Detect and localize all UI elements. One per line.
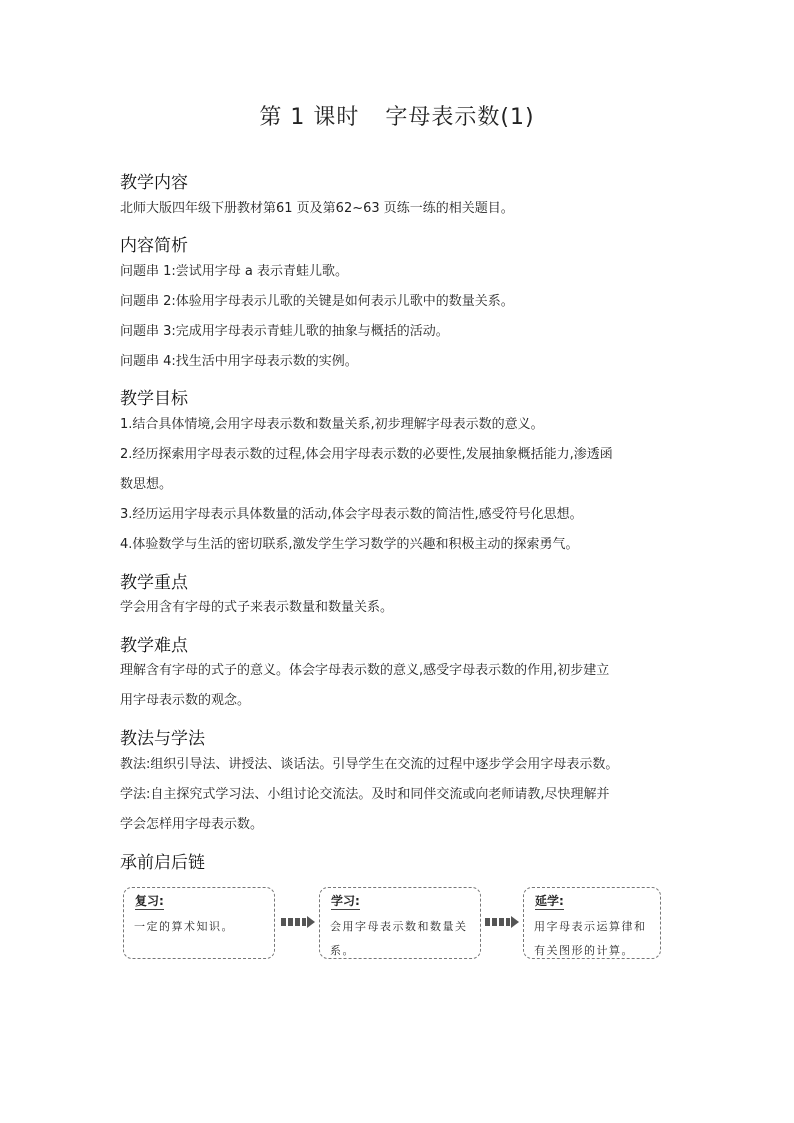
lesson-topic: 字母表示数(1) — [385, 105, 535, 130]
arrow-icon — [281, 916, 315, 928]
lesson-title — [0, 100, 794, 131]
goals-line-4: 3.经历运用字母表示具体数量的活动,体会字母表示数的简洁性,感受符号化思想。 — [120, 507, 583, 522]
lesson-chain-flow — [123, 887, 663, 961]
lesson-number: 第 1 课时 — [259, 105, 360, 130]
goals-line-3: 数思想。 — [120, 477, 173, 492]
heading-content: 教学内容 — [120, 173, 188, 193]
key-line: 学会用含有字母的式子来表示数量和数量关系。 — [120, 600, 394, 615]
analysis-line-2: 问题串 2:体验用字母表示儿歌的关键是如何表示儿歌中的数量关系。 — [120, 294, 514, 309]
learn-box-title: 学习: — [331, 894, 360, 908]
content-text — [120, 194, 680, 224]
heading-methods: 教法与学法 — [120, 729, 205, 749]
review-box-title: 复习: — [135, 894, 164, 908]
extend-box-title: 延学: — [535, 894, 564, 908]
heading-analysis: 内容简析 — [120, 236, 188, 256]
heading-goals: 教学目标 — [120, 389, 188, 409]
goals-line-2: 2.经历探索用字母表示数的过程,体会用字母表示数的必要性,发展抽象概括能力,渗透函 — [120, 447, 613, 462]
extend-box — [523, 887, 661, 959]
learn-box — [319, 887, 481, 959]
heading-key: 教学重点 — [120, 573, 188, 593]
arrow-icon — [485, 916, 519, 928]
analysis-text — [120, 257, 680, 377]
analysis-line-4: 问题串 4:找生活中用字母表示数的实例。 — [120, 354, 358, 369]
goals-text — [120, 410, 680, 560]
goals-line-1: 1.结合具体情境,会用字母表示数和数量关系,初步理解字母表示数的意义。 — [120, 417, 544, 432]
methods-line-3: 学会怎样用字母表示数。 — [120, 817, 264, 832]
goals-line-5: 4.体验数学与生活的密切联系,激发学生学习数学的兴趣和积极主动的探索勇气。 — [120, 537, 579, 552]
methods-line-2: 学法:自主探究式学习法、小组讨论交流法。及时和同伴交流或向老师请教,尽快理解并 — [120, 787, 610, 802]
heading-chain: 承前启后链 — [120, 853, 205, 873]
methods-line-1: 教法:组织引导法、讲授法、谈话法。引导学生在交流的过程中逐步学会用字母表示数。 — [120, 757, 619, 772]
extend-box-text: 用字母表示运算律和有关图形的计算。 — [534, 920, 647, 957]
difficulty-text — [120, 656, 680, 716]
learn-box-text: 会用字母表示数和数量关系。 — [330, 920, 468, 957]
methods-text — [120, 750, 680, 840]
content-line: 北师大版四年级下册教材第61 页及第62~63 页练一练的相关题目。 — [120, 201, 514, 216]
difficulty-line-1: 理解含有字母的式子的意义。体会字母表示数的意义,感受字母表示数的作用,初步建立 — [120, 663, 610, 678]
difficulty-line-2: 用字母表示数的观念。 — [120, 693, 251, 708]
analysis-line-1: 问题串 1:尝试用字母 a 表示青蛙儿歌。 — [120, 264, 349, 279]
review-box — [123, 887, 275, 959]
analysis-line-3: 问题串 3:完成用字母表示青蛙儿歌的抽象与概括的活动。 — [120, 324, 449, 339]
heading-difficulty: 教学难点 — [120, 636, 188, 656]
key-text — [120, 593, 680, 623]
review-box-text: 一定的算术知识。 — [134, 920, 234, 933]
